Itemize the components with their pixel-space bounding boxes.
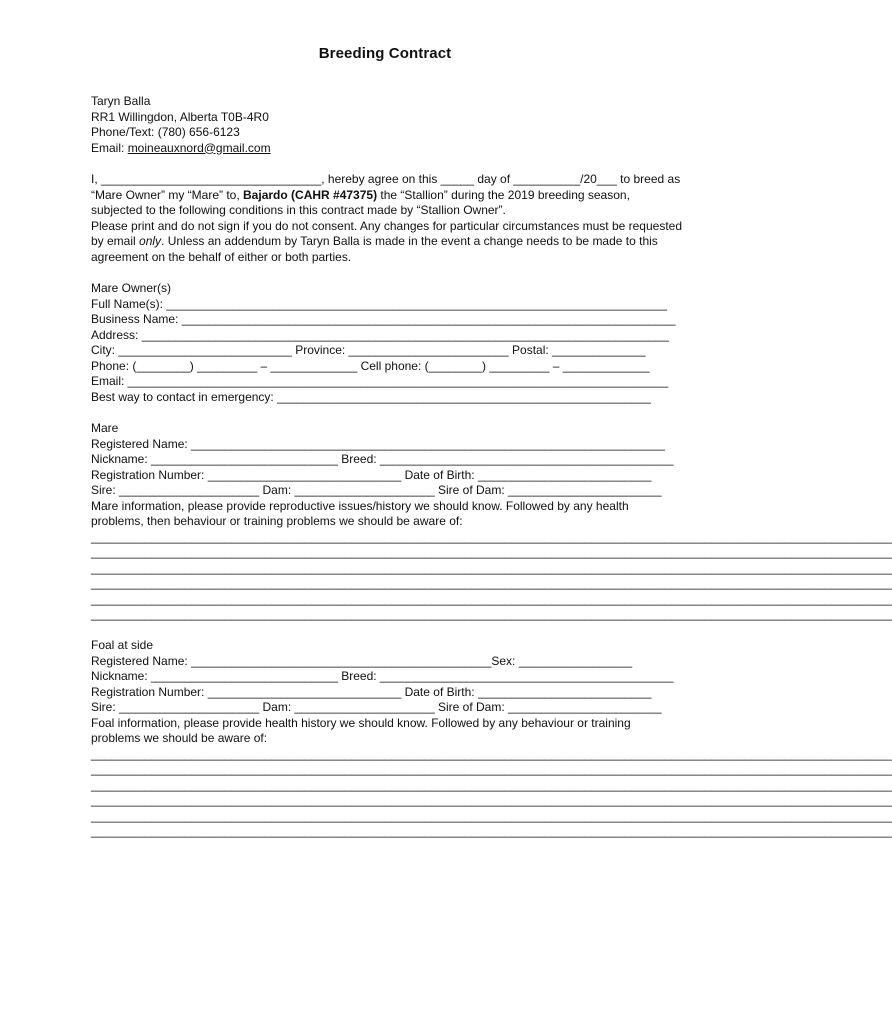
mare-owner-section <box>91 281 683 405</box>
address-field[interactable]: Address: _______________________________________________________________________________ <box>91 327 669 342</box>
foal-registered-name-sex-field[interactable]: Registered Name: _____________________________________________Sex: _________________ <box>91 653 633 668</box>
mare-info-prompt: Mare information, please provide reproductive issues/history we should know. Followed by any health problems, then behaviour or training problems we should be aware of: <box>91 498 629 528</box>
foal-info-line[interactable]: ________________________________________________________________________________________________________________________ <box>91 793 892 807</box>
owner-email-link[interactable]: moineauxnord@gmail.com <box>127 140 271 155</box>
mare-info-line[interactable]: ________________________________________________________________________________________________________________________ <box>91 607 892 621</box>
phone-field[interactable]: Phone: (________) _________ – _____________ Cell phone: (________) _________ – _____________ <box>91 358 650 373</box>
mare-owner-heading: Mare Owner(s) <box>91 281 172 295</box>
mare-section <box>91 421 892 623</box>
mare-heading: Mare <box>91 421 119 435</box>
mare-info-line[interactable]: ________________________________________________________________________________________________________________________ <box>91 529 892 544</box>
agreement-paragraph-1 <box>91 172 683 219</box>
consent-text-b: . Unless an addendum by Taryn Balla is made in the event a change needs to be made to this agreement on the behalf of either or both parties. <box>91 234 658 264</box>
full-name-field[interactable]: Full Name(s): ___________________________________________________________________________ <box>91 296 667 311</box>
mare-registration-dob-field[interactable]: Registration Number: _____________________________ Date of Birth: __________________________ <box>91 467 652 482</box>
mare-info-line[interactable]: ________________________________________________________________________________________________________________________ <box>91 576 892 590</box>
emergency-contact-field[interactable]: Best way to contact in emergency: ________________________________________________________ <box>91 389 651 404</box>
stallion-name: Bajardo (CAHR #47375) <box>243 187 378 202</box>
agreement-text-a: I, _________________________________, hereby agree on this _____ day of __________/20___ to breed as “Mare Owner” my “Mare” to, <box>91 172 681 202</box>
foal-heading: Foal at side <box>91 638 154 652</box>
mare-registered-name-field[interactable]: Registered Name: _______________________________________________________________________ <box>91 436 665 451</box>
foal-info-line[interactable]: ________________________________________________________________________________________________________________________ <box>91 746 892 761</box>
owner-name: Taryn Balla <box>91 94 151 108</box>
agreement-block <box>91 172 683 265</box>
foal-info-line[interactable]: ________________________________________________________________________________________________________________________ <box>91 808 892 823</box>
foal-info-line[interactable]: ________________________________________________________________________________________________________________________ <box>91 824 892 838</box>
consent-text-a: Please print and do not sign if you do not consent. Any changes for particular circumstances must be requested by email <box>91 218 683 248</box>
consent-only: only <box>139 234 162 248</box>
mare-info-line[interactable]: ________________________________________________________________________________________________________________________ <box>91 545 892 559</box>
city-province-postal-field[interactable]: City: __________________________ Province: ________________________ Postal: ______________ <box>91 343 646 357</box>
mare-nickname-breed-field[interactable]: Nickname: ____________________________ Breed: ____________________________________________ <box>91 452 674 466</box>
foal-info-prompt: Foal information, please provide health history we should know. Followed by any behaviour or training problems we should be aware of: <box>91 715 631 745</box>
owner-address: RR1 Willingdon, Alberta T0B-4R0 <box>91 109 269 124</box>
owner-phone: Phone/Text: (780) 656-6123 <box>91 125 240 139</box>
foal-nickname-breed-field[interactable]: Nickname: ____________________________ Breed: ____________________________________________ <box>91 669 674 683</box>
owner-email-label: Email: <box>91 140 128 155</box>
foal-sire-dam-field[interactable]: Sire: _____________________ Dam: _____________________ Sire of Dam: _______________________ <box>91 700 662 714</box>
foal-info-line[interactable]: ________________________________________________________________________________________________________________________ <box>91 762 892 776</box>
foal-registration-dob-field[interactable]: Registration Number: _____________________________ Date of Birth: __________________________ <box>91 684 652 699</box>
foal-info-line[interactable]: ________________________________________________________________________________________________________________________ <box>91 777 892 792</box>
mare-info-line[interactable]: ________________________________________________________________________________________________________________________ <box>91 591 892 606</box>
mare-info-line[interactable]: ________________________________________________________________________________________________________________________ <box>91 560 892 575</box>
document-title: Breeding Contract <box>318 45 452 62</box>
business-name-field[interactable]: Business Name: __________________________________________________________________________ <box>91 312 676 326</box>
mare-sire-dam-field[interactable]: Sire: _____________________ Dam: _____________________ Sire of Dam: _______________________ <box>91 483 662 497</box>
owner-email-line <box>91 141 683 157</box>
owner-contact-block <box>91 94 683 156</box>
agreement-text-b: the “Stallion” during the 2019 breeding season, subjected to the following conditions in this contract made by “Stallion Owner”. <box>91 187 630 217</box>
email-field[interactable]: Email: _________________________________________________________________________________ <box>91 374 669 388</box>
agreement-paragraph-2 <box>91 219 683 266</box>
foal-section <box>91 638 892 840</box>
